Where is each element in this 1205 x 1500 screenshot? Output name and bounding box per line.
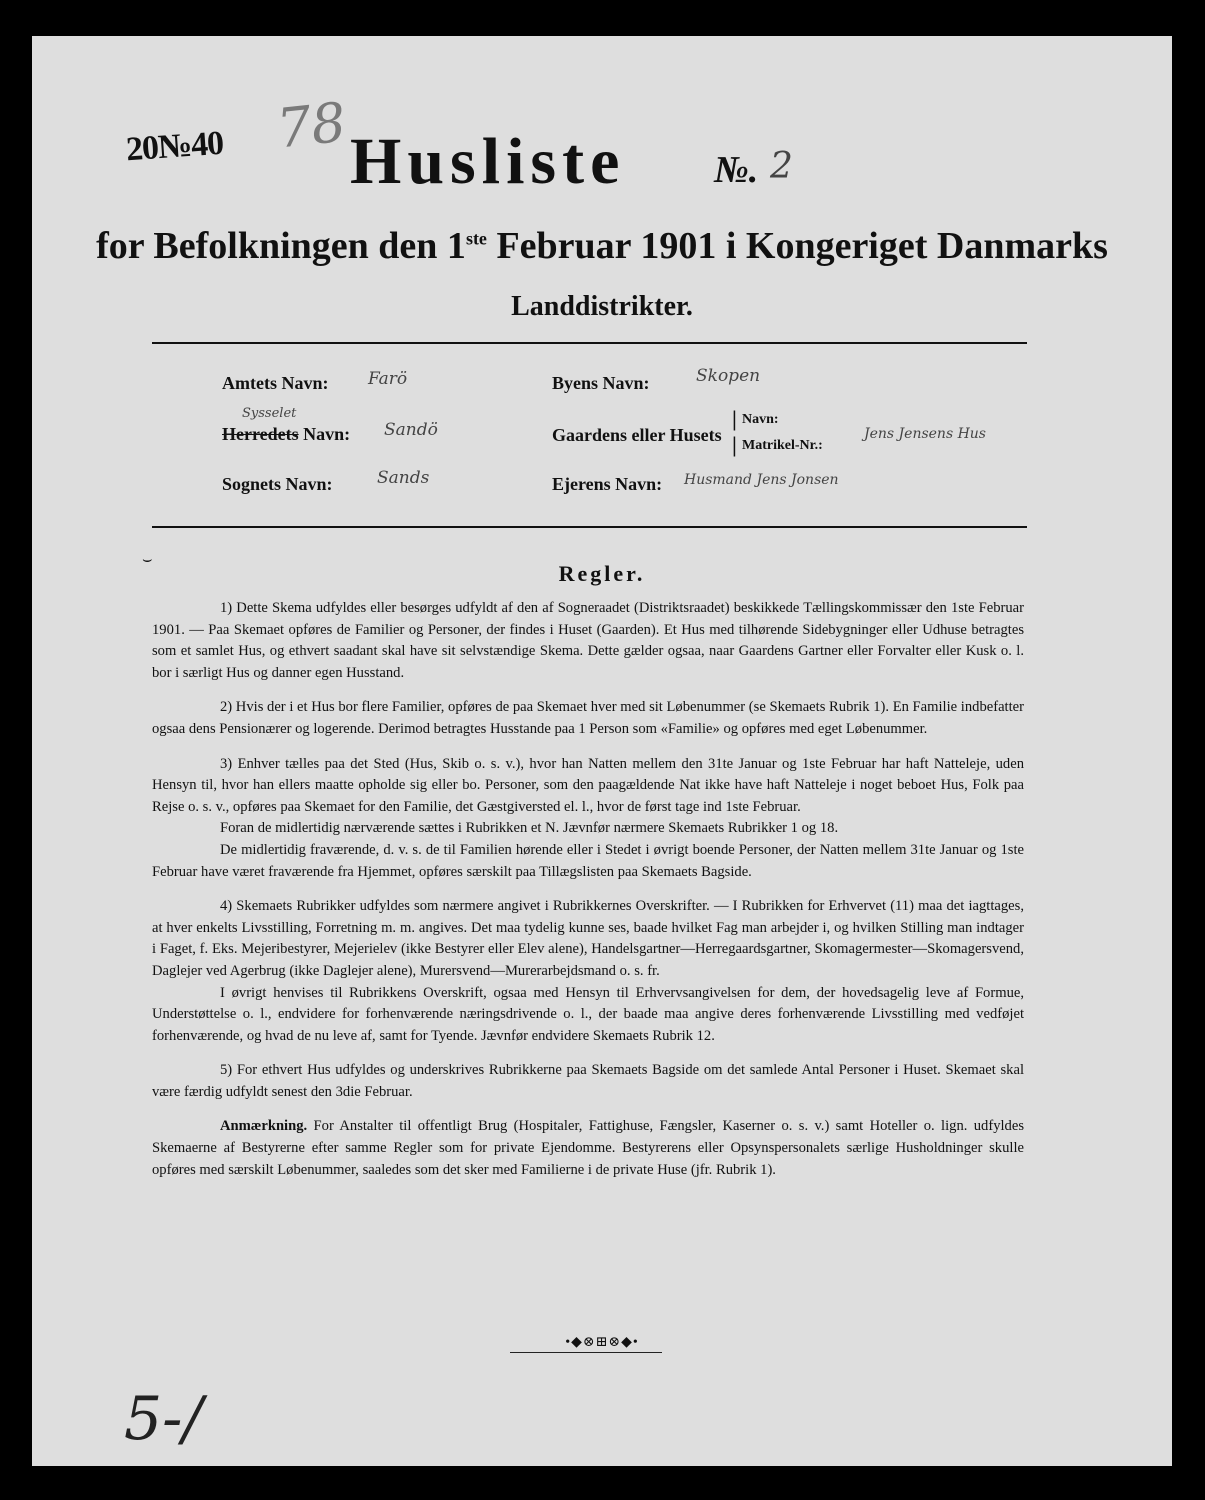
- rule-3a: 3) Enhver tælles paa det Sted (Hus, Skib o. s. v.), hvor han Natten mellem den 31te Januar og 1ste Februar har haft Natteleje, uden Hensyn til, hvor han ellers maatte opholde sig eller bo. Personer, som den paagældende Nat ikke have haft Natteleje i noget beboet Hus, Folk paa Rejse o. s. v., opføres paa Skemaet for den Familie, det Gæstgiversted el. l., hvor de først tage ind 1ste Februar.: [152, 755, 1024, 815]
- ejer-label: Ejerens Navn:: [552, 474, 663, 494]
- subtitle-superscript: ste: [465, 228, 487, 249]
- rule-1: 1) Dette Skema udfyldes eller besørges udfyldt af den af Sogneraadet (Distriktsraadet) beskikkede Tællingskommissær den 1ste Februar 1901. — Paa Skemaet opføres de Familier og Personer, der findes i Huset (Gaarden). Et Hus med tilhørende Sidebygninger eller Udhuse betragtes som et samlet Hus, og ethvert saadant skal have sit selvstændige Skema. Dette gælder ogsaa, naar Gaardens Gartner eller Forvalter eller Kusk o. l. bor i særligt Hus og danner egen Husstand.: [152, 600, 1024, 681]
- rule-4a: 4) Skemaets Rubrikker udfyldes som nærmere angivet i Rubrikkernes Overskrifter. — I Rubrikken for Erhvervet (11) maa det iagttages, at hver enkelts Livsstilling, Forretning m. m. angives. Det maa tydelig kunne ses, baade hvilket Fag man arbejder i, og hvilken Stilling man indtager i Faget, f. Eks. Mejeribestyrer, Mejerielev (ikke Bestyrer eller Elev alene), Handelsgartner—Herregaardsgartner, Skomagermester—Skomagersvend, Daglejer ved Agerbrug (ikke Daglejer alene), Murersvend—Murerarbejdsmand o. s. fr.: [152, 898, 1024, 979]
- district-label: Landdistrikter.: [511, 291, 693, 322]
- archive-stamp-number: 20№40: [124, 124, 225, 169]
- sogn-value: Sands: [377, 468, 430, 488]
- amt-value: Farö: [368, 369, 408, 389]
- bottom-divider: [152, 526, 1027, 528]
- margin-tick: ⌣: [142, 551, 153, 568]
- ornament-line: [510, 1352, 662, 1353]
- rule-3b: Foran de midlertidig nærværende sættes i Rubrikken et N. Jævnfør nærmere Skemaets Rubrikker 1 og 18.: [220, 820, 839, 837]
- annotation-paragraph: [152, 1116, 1024, 1181]
- amt-label: Amtets Navn:: [222, 373, 329, 393]
- form-number-handwritten: 2: [770, 146, 793, 187]
- herred-correction: Sysselet: [242, 406, 297, 421]
- by-label: Byens Navn:: [552, 373, 650, 393]
- subtitle-text-1: for Befolkningen den 1: [96, 225, 466, 267]
- rule-4b: I øvrigt henvises til Rubrikkens Overskrift, ogsaa med Hensyn til Erhvervsangivelsen for dem, der hovedsagelig leve af Formue, Understøttelse o. l., endvidere for forhenværende næringsdrivende o. l., der baade maa angive deres forhenværende Livsstilling med vedføjet forhenværende, og hvad de nu leve af, samt for Tyende. Jævnfør endvidere Skemaets Rubrik 12.: [152, 984, 1024, 1044]
- herred-label-rest: Navn:: [298, 424, 351, 444]
- rules-body: [152, 598, 1024, 1194]
- form-title: Husliste: [350, 125, 626, 198]
- by-value: Skopen: [696, 366, 761, 386]
- gaard-matrikel-label: Matrikel-Nr.:: [742, 438, 823, 453]
- bottom-handwriting: 5-/: [124, 1384, 203, 1454]
- annotation-text: For Anstalter til offentligt Brug (Hospitaler, Fattighuse, Fængsler, Kaserner o. s. v.) samt Hoteller o. lign. udfyldes Skemaerne af Bestyrerne efter samme Regler som for private Ejendomme. Bestyrerens eller Opsynspersonalets særlige Husholdninger skulle opføres med særskilt Løbenummer, saaledes som det sker med Familierne i de private Huse (jfr. Rubrik 1).: [152, 1118, 1024, 1178]
- gaard-navn-label: Navn:: [742, 412, 779, 427]
- rule-2: 2) Hvis der i et Hus bor flere Familier, opføres de paa Skemaet hver med sit Løbenummer (se Skemaets Rubrik 1). En Familie indbefatter ogsaa dens Pensionærer og logerende. Derimod betragtes Husstande paa 1 Person som «Familie» og opføres med eget Løbenummer.: [152, 699, 1024, 737]
- annotation-label: Anmærkning.: [220, 1118, 308, 1135]
- handwritten-number: 78: [273, 90, 349, 161]
- subtitle-text-2: Februar 1901 i Kongeriget Danmarks: [486, 225, 1108, 267]
- ornament: •◆⊗⊞⊗◆•: [565, 1335, 639, 1350]
- rules-heading: Regler.: [558, 561, 646, 586]
- ejer-value: Husmand Jens Jonsen: [684, 472, 839, 488]
- rule-3c: De midlertidig fraværende, d. v. s. de til Familien hørende eller i Stedet i øvrigt boende Personer, der Natten mellem 31te Januar og 1ste Februar have været fraværende fra Hjemmet, opføres særskilt paa Tillægslisten paa Skemaets Bagside.: [152, 841, 1024, 880]
- gaard-bracket-top: |: [732, 406, 737, 431]
- gaard-value: Jens Jensens Hus: [864, 426, 986, 442]
- gaard-bracket-bottom: |: [732, 432, 737, 457]
- number-sign: №.: [714, 149, 759, 191]
- sogn-label: Sognets Navn:: [222, 474, 333, 494]
- herred-label: [222, 424, 350, 445]
- gaard-label: Gaardens eller Husets: [552, 425, 722, 445]
- herred-struck-word: Herredets: [222, 424, 299, 444]
- herred-value: Sandö: [384, 420, 438, 440]
- census-form-sheet: [32, 36, 1172, 1466]
- rule-5: 5) For ethvert Hus udfyldes og underskrives Rubrikkerne paa Skemaets Bagside om det samlede Antal Personer i Huset. Skemaet skal være færdig udfyldt senest den 3die Februar.: [152, 1062, 1024, 1100]
- form-subtitle: [32, 224, 1172, 268]
- top-divider: [152, 342, 1027, 344]
